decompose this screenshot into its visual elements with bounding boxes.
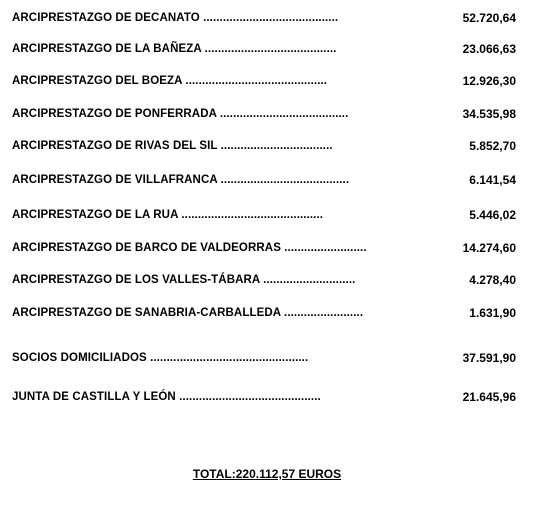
row-label: SOCIOS DOMICILIADOS ................................................: [12, 352, 309, 364]
row-label: ARCIPRESTAZGO DE SANABRIA-CARBALLEDA ........................: [12, 307, 364, 319]
row-amount: 52.720,64: [462, 11, 516, 25]
row-amount: 5.852,70: [469, 139, 516, 153]
row-decanato: [0, 10, 535, 26]
row-label: ARCIPRESTAZGO DE VILLAFRANCA .......................................: [12, 174, 350, 186]
total-text: TOTAL:220.112,57 EUROS: [192, 467, 342, 481]
row-amount: 4.278,40: [469, 273, 516, 287]
row-label: ARCIPRESTAZGO DE LOS VALLES-TÁBARA ............................: [12, 274, 356, 286]
row-amount: 23.066,63: [462, 42, 516, 56]
row-label: ARCIPRESTAZGO DE LA RUA ...........................................: [12, 209, 324, 221]
row-barco-de-valdeorras: [0, 240, 535, 256]
row-los-valles-tabara: [0, 272, 535, 288]
row-ponferrada: [0, 106, 535, 122]
row-villafranca: [0, 172, 535, 188]
row-la-baneza: [0, 41, 535, 57]
total-line: [0, 466, 535, 482]
row-amount: 21.645,96: [462, 390, 516, 404]
row-rivas-del-sil: [0, 138, 535, 154]
row-junta-castilla-leon: [0, 389, 535, 405]
row-amount: 5.446,02: [469, 208, 516, 222]
row-label: ARCIPRESTAZGO DE DECANATO .........................................: [12, 12, 339, 24]
row-sanabria-carballeda: [0, 305, 535, 321]
row-label: ARCIPRESTAZGO DE RIVAS DEL SIL ..................................: [12, 140, 333, 152]
row-amount: 1.631,90: [469, 306, 516, 320]
row-amount: 6.141,54: [469, 173, 516, 187]
row-label: JUNTA DE CASTILLA Y LEÓN ...........................................: [12, 391, 321, 403]
row-label: ARCIPRESTAZGO DE BARCO DE VALDEORRAS .........................: [12, 242, 367, 254]
row-amount: 37.591,90: [462, 351, 516, 365]
row-label: ARCIPRESTAZGO DE PONFERRADA .......................................: [12, 108, 349, 120]
row-amount: 12.926,30: [462, 74, 516, 88]
row-amount: 14.274,60: [462, 241, 516, 255]
row-socios-domiciliados: [0, 350, 535, 366]
row-la-rua: [0, 207, 535, 223]
row-boeza: [0, 73, 535, 89]
row-label: ARCIPRESTAZGO DE LA BAÑEZA ........................................: [12, 43, 337, 55]
row-amount: 34.535,98: [462, 107, 516, 121]
row-label: ARCIPRESTAZGO DEL BOEZA ...........................................: [12, 75, 328, 87]
